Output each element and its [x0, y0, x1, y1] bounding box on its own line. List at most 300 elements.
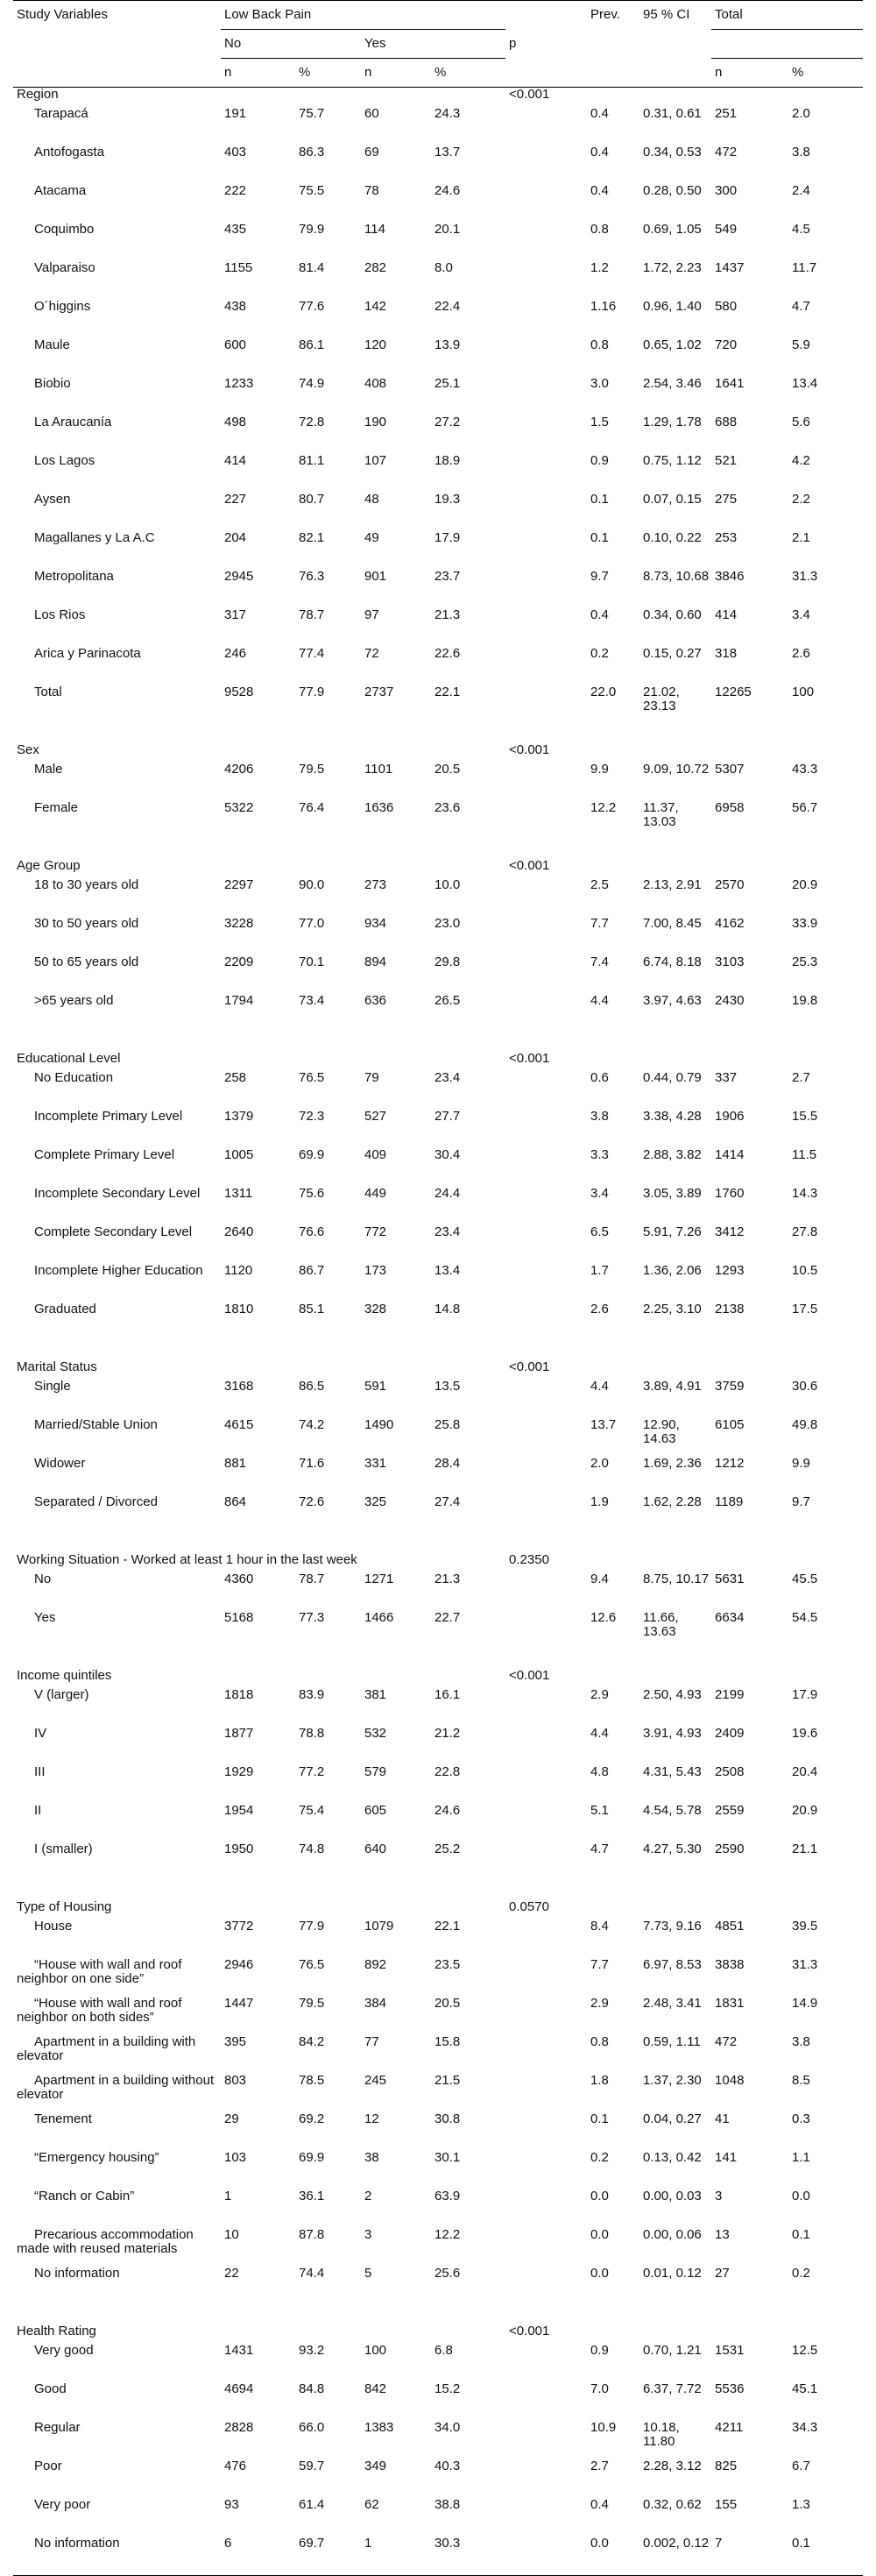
row-label: 18 to 30 years old — [34, 877, 139, 892]
no-pct-cell: 77.9 — [299, 685, 325, 699]
yes-pct-cell: 20.5 — [434, 762, 461, 777]
total-n-cell: 1760 — [715, 1186, 745, 1201]
no-n-cell: 22 — [224, 2266, 239, 2281]
ci-cell: 0.00, 0.03 — [643, 2189, 702, 2203]
yes-pct-cell: 6.8 — [434, 2343, 453, 2358]
no-pct-cell: 76.6 — [299, 1224, 325, 1239]
p-cell — [505, 1842, 587, 1881]
yes-pct-cell: 12.2 — [434, 2227, 461, 2242]
ci-cell: 3.05, 3.89 — [643, 1186, 702, 1201]
yes-n-cell: 190 — [364, 415, 387, 429]
p-cell — [505, 2537, 587, 2576]
p-cell — [505, 1110, 587, 1148]
no-n-cell: 204 — [224, 530, 247, 545]
no-n-cell: 317 — [224, 607, 247, 622]
no-pct-cell: 84.2 — [299, 2034, 325, 2049]
table-row — [13, 1457, 863, 1495]
section-title: Marital Status — [17, 1359, 97, 1374]
total-pct-cell: 11.7 — [792, 260, 817, 275]
table-row — [13, 2421, 863, 2459]
yes-pct-cell: 21.3 — [434, 1572, 461, 1586]
p-cell — [505, 1765, 587, 1804]
no-pct-cell: 83.9 — [299, 1687, 325, 1702]
prev-cell: 0.0 — [587, 2537, 639, 2576]
p-cell — [505, 454, 587, 493]
row-label: IV — [34, 1726, 47, 1741]
row-label: Incomplete Primary Level — [34, 1109, 183, 1124]
total-n-cell: 4162 — [715, 916, 745, 931]
header-blank — [13, 59, 221, 88]
yes-pct-cell: 15.2 — [434, 2381, 461, 2396]
p-cell — [505, 763, 587, 801]
ci-cell: 0.002, 0.12 — [639, 2537, 711, 2576]
no-pct-cell: 36.1 — [299, 2189, 325, 2203]
section-header-row — [13, 859, 863, 878]
p-cell — [505, 685, 587, 724]
no-pct-cell: 84.8 — [299, 2381, 325, 2396]
no-pct-cell: 77.2 — [299, 1764, 325, 1779]
ci-cell: 0.28, 0.50 — [643, 183, 702, 198]
no-n-cell: 1005 — [224, 1147, 254, 1162]
prev-cell: 4.4 — [590, 1726, 609, 1741]
section-p-value: <0.001 — [509, 858, 550, 873]
total-n-cell: 3838 — [715, 1957, 745, 1972]
prev-cell: 0.2 — [590, 2150, 609, 2165]
ci-cell: 2.28, 3.12 — [643, 2459, 702, 2473]
total-n-cell: 6634 — [715, 1610, 745, 1625]
ci-cell: 6.74, 8.18 — [643, 954, 702, 969]
table-row — [13, 1148, 863, 1187]
yes-pct-cell: 30.1 — [434, 2150, 461, 2165]
p-cell — [505, 223, 587, 261]
no-n-cell: 258 — [224, 1070, 247, 1085]
row-label: “Ranch or Cabin” — [34, 2189, 135, 2203]
yes-pct-cell: 28.4 — [434, 1456, 461, 1471]
ci-cell: 0.75, 1.12 — [643, 453, 702, 468]
total-pct-cell: 0.2 — [792, 2266, 810, 2281]
row-label: Biobio — [34, 376, 71, 391]
yes-pct-cell: 22.1 — [434, 685, 461, 699]
p-cell — [505, 531, 587, 570]
no-pct-cell: 76.5 — [299, 1070, 325, 1085]
section-blank — [587, 2324, 863, 2344]
yes-pct-cell: 23.4 — [434, 1224, 461, 1239]
total-n-cell: 1293 — [715, 1263, 745, 1278]
total-n-cell: 1048 — [715, 2073, 745, 2088]
p-cell — [505, 1958, 587, 1997]
no-n-cell: 414 — [224, 453, 247, 468]
yes-n-cell: 331 — [364, 1456, 387, 1471]
no-n-cell: 2209 — [224, 954, 254, 969]
yes-n-cell: 901 — [364, 569, 387, 584]
no-pct-cell: 72.6 — [299, 1494, 325, 1509]
header-blank — [639, 59, 711, 88]
table-row — [13, 1264, 863, 1302]
total-pct-cell: 21.1 — [792, 1842, 818, 1856]
ci-cell: 7.00, 8.45 — [643, 916, 702, 931]
p-cell — [505, 2035, 587, 2074]
no-pct-cell: 69.7 — [295, 2537, 361, 2576]
no-pct-cell: 78.7 — [299, 607, 325, 622]
no-n-cell: 864 — [224, 1494, 247, 1509]
table-row — [13, 531, 863, 570]
yes-n-cell: 894 — [364, 954, 387, 969]
prev-cell: 0.1 — [590, 2111, 609, 2126]
yes-pct-cell: 22.7 — [434, 1610, 461, 1625]
no-pct-cell: 75.6 — [299, 1186, 325, 1201]
prev-cell: 1.16 — [590, 299, 617, 314]
yes-n-cell: 273 — [364, 877, 387, 892]
total-n-cell: 2199 — [715, 1687, 745, 1702]
no-n-cell: 1311 — [224, 1186, 253, 1201]
total-n-cell: 3 — [715, 2189, 723, 2203]
study-table — [13, 0, 863, 2576]
total-pct-cell: 25.3 — [792, 954, 818, 969]
no-pct-cell: 93.2 — [299, 2343, 325, 2358]
yes-n-cell: 325 — [364, 1494, 387, 1509]
no-pct-cell: 86.5 — [299, 1379, 325, 1394]
total-pct-cell: 20.9 — [792, 877, 818, 892]
table-row — [13, 2151, 863, 2189]
ci-cell: 2.13, 2.91 — [643, 877, 702, 892]
total-n-cell: 141 — [715, 2150, 738, 2165]
p-cell — [505, 261, 587, 300]
section-p-value: <0.001 — [509, 1668, 550, 1683]
section-header-row — [13, 743, 863, 763]
total-n-cell: 720 — [715, 337, 738, 352]
total-pct-cell: 3.4 — [792, 607, 810, 622]
table-row — [13, 454, 863, 493]
no-n-cell: 1877 — [224, 1726, 254, 1741]
section-title: Health Rating — [17, 2324, 96, 2338]
table-row — [13, 1302, 863, 1341]
ci-cell: 2.48, 3.41 — [643, 1996, 702, 2011]
p-cell — [505, 1418, 587, 1457]
prev-cell: 0.8 — [590, 2034, 609, 2049]
table-row — [13, 1842, 863, 1881]
yes-pct-cell: 25.1 — [434, 376, 461, 391]
p-cell — [505, 2074, 587, 2112]
row-label: Yes — [34, 1610, 56, 1625]
yes-n-cell: 1490 — [364, 1417, 394, 1432]
yes-n-cell: 142 — [364, 299, 387, 314]
table-row — [13, 763, 863, 801]
prev-cell: 13.7 — [590, 1417, 617, 1432]
row-label: Incomplete Secondary Level — [34, 1186, 201, 1201]
section-p-value: <0.001 — [509, 2324, 550, 2338]
p-cell — [505, 917, 587, 955]
total-pct-cell: 17.5 — [792, 1302, 818, 1316]
total-n-cell: 3103 — [715, 954, 745, 969]
p-cell — [505, 1920, 587, 1958]
table-row — [13, 1380, 863, 1418]
yes-n-cell: 2 — [364, 2189, 372, 2203]
prev-cell: 1.5 — [590, 415, 609, 429]
yes-pct-cell: 27.4 — [434, 1494, 461, 1509]
p-cell — [505, 647, 587, 685]
total-pct-cell: 10.5 — [792, 1263, 818, 1278]
no-pct-cell: 70.1 — [299, 954, 325, 969]
no-n-cell: 4360 — [224, 1572, 254, 1586]
table-row — [13, 1071, 863, 1110]
prev-cell: 0.4 — [590, 106, 609, 121]
no-n-cell: 6 — [221, 2537, 295, 2576]
total-n-cell: 13 — [715, 2227, 730, 2242]
prev-cell: 0.1 — [590, 492, 609, 507]
total-n-cell: 472 — [715, 2034, 738, 2049]
section-header-row — [13, 1900, 863, 1920]
total-pct-cell: 19.6 — [792, 1726, 818, 1741]
p-cell — [505, 955, 587, 994]
row-label: Tarapacá — [34, 106, 88, 121]
yes-n-cell: 328 — [364, 1302, 387, 1316]
yes-pct-cell: 23.0 — [434, 916, 461, 931]
total-pct-cell: 4.2 — [792, 453, 810, 468]
yes-pct-cell: 18.9 — [434, 453, 461, 468]
p-cell — [505, 1457, 587, 1495]
prev-cell: 0.0 — [590, 2227, 609, 2242]
ci-cell: 3.89, 4.91 — [643, 1379, 702, 1394]
table-row — [13, 1997, 863, 2035]
yes-n-cell: 62 — [364, 2497, 379, 2512]
total-pct-cell: 45.5 — [792, 1572, 818, 1586]
row-label: O´higgins — [34, 299, 91, 314]
total-pct-cell: 2.1 — [792, 530, 810, 545]
no-pct-cell: 74.9 — [299, 376, 325, 391]
prev-cell: 10.9 — [590, 2420, 617, 2435]
total-n-cell: 580 — [715, 299, 738, 314]
yes-pct-cell: 22.1 — [434, 1919, 461, 1934]
no-pct-cell: 69.2 — [299, 2111, 325, 2126]
yes-n-cell: 1466 — [364, 1610, 394, 1625]
no-pct-cell: 76.4 — [299, 800, 325, 815]
table-row — [13, 415, 863, 454]
total-n-cell: 688 — [715, 415, 738, 429]
p-cell — [505, 1572, 587, 1611]
total-pct-cell: 1.3 — [792, 2497, 810, 2512]
yes-n-cell: 48 — [364, 492, 379, 507]
total-pct-cell: 2.7 — [792, 1070, 810, 1085]
yes-n-cell: 38 — [364, 2150, 379, 2165]
total-pct-cell: 20.4 — [792, 1764, 818, 1779]
section-header-row — [13, 1052, 863, 1071]
no-n-cell: 2945 — [224, 569, 254, 584]
prev-cell: 0.9 — [590, 453, 609, 468]
total-n-cell: 1531 — [715, 2343, 745, 2358]
yes-pct-cell: 16.1 — [434, 1687, 461, 1702]
p-cell — [505, 1225, 587, 1264]
ci-cell: 0.10, 0.22 — [643, 530, 702, 545]
no-n-cell: 881 — [224, 1456, 247, 1471]
p-cell — [505, 2344, 587, 2382]
header-blank — [587, 30, 639, 59]
yes-pct-cell: 63.9 — [434, 2189, 461, 2203]
yes-pct-cell: 22.6 — [434, 646, 461, 661]
total-pct-cell: 0.3 — [792, 2111, 810, 2126]
row-label: Separated / Divorced — [34, 1494, 158, 1509]
total-n-cell: 337 — [715, 1070, 738, 1085]
section-blank — [587, 88, 863, 108]
yes-pct-cell: 20.1 — [434, 222, 461, 237]
no-pct-cell: 77.3 — [299, 1610, 325, 1625]
gap-cell — [13, 724, 863, 743]
table-row — [13, 878, 863, 917]
total-pct-cell: 31.3 — [792, 1957, 818, 1972]
header-blank — [639, 30, 711, 59]
ci-cell: 7.73, 9.16 — [643, 1919, 702, 1934]
ci-cell: 8.75, 10.17 — [643, 1572, 710, 1586]
ci-cell: 0.65, 1.02 — [643, 337, 702, 352]
yes-n-cell: 640 — [364, 1842, 387, 1856]
total-pct-cell: 20.9 — [792, 1803, 818, 1818]
no-pct-cell: 86.1 — [299, 337, 325, 352]
row-label: I (smaller) — [34, 1842, 93, 1856]
total-n-cell: 2570 — [715, 877, 745, 892]
no-n-cell: 1155 — [224, 260, 253, 275]
no-pct-cell: 77.0 — [299, 916, 325, 931]
total-n-cell: 521 — [715, 453, 738, 468]
total-pct-cell: 39.5 — [792, 1919, 818, 1934]
total-n-cell: 5307 — [715, 762, 745, 777]
yes-pct-cell: 25.2 — [434, 1842, 461, 1856]
section-gap — [13, 724, 863, 743]
yes-n-cell: 842 — [364, 2381, 387, 2396]
row-label: Atacama — [34, 183, 87, 198]
prev-cell: 0.4 — [590, 183, 609, 198]
yes-pct-cell: 14.8 — [434, 1302, 461, 1316]
total-pct-cell: 0.1 — [788, 2537, 863, 2576]
section-p-value: <0.001 — [509, 1359, 550, 1374]
no-n-cell: 2828 — [224, 2420, 254, 2435]
gap-cell — [13, 1881, 863, 1900]
yes-n-cell: 579 — [364, 1764, 387, 1779]
yes-n-cell: 245 — [364, 2073, 387, 2088]
table-row — [13, 1572, 863, 1611]
prev-cell: 2.5 — [590, 877, 609, 892]
no-n-cell: 1120 — [224, 1263, 253, 1278]
table-row — [13, 1688, 863, 1727]
row-label: Good — [34, 2381, 67, 2396]
no-pct-cell: 82.1 — [299, 530, 325, 545]
yes-n-cell: 892 — [364, 1957, 387, 1972]
row-label: “Emergency housing” — [34, 2150, 159, 2165]
section-title: Educational Level — [17, 1051, 121, 1066]
prev-cell: 2.9 — [590, 1687, 609, 1702]
yes-n-cell: 408 — [364, 376, 387, 391]
yes-pct-cell: 23.7 — [434, 569, 461, 584]
prev-cell: 6.5 — [590, 1224, 609, 1239]
table-row — [13, 1920, 863, 1958]
ci-cell: 1.62, 2.28 — [643, 1494, 702, 1509]
prev-cell: 2.7 — [590, 2459, 609, 2473]
ci-cell: 2.50, 4.93 — [643, 1687, 702, 1702]
total-pct-cell: 54.5 — [792, 1610, 818, 1625]
total-pct-cell: 33.9 — [792, 916, 818, 931]
table-row — [13, 1225, 863, 1264]
total-pct-cell: 2.4 — [792, 183, 810, 198]
yes-n-cell: 527 — [364, 1109, 387, 1124]
yes-n-cell: 77 — [364, 2034, 379, 2049]
no-pct-cell: 77.9 — [299, 1919, 325, 1934]
ci-cell: 0.15, 0.27 — [643, 646, 702, 661]
yes-pct-cell: 38.8 — [434, 2497, 461, 2512]
total-pct-cell: 34.3 — [792, 2420, 818, 2435]
section-blank — [587, 743, 863, 763]
header-total-n: n — [711, 59, 788, 88]
header-yes-n: n — [361, 59, 431, 88]
no-pct-cell: 86.7 — [299, 1263, 325, 1278]
table-row — [13, 1611, 863, 1650]
total-pct-cell: 2.0 — [792, 106, 810, 121]
p-cell — [505, 2498, 587, 2537]
no-n-cell: 1954 — [224, 1803, 254, 1818]
total-pct-cell: 9.9 — [792, 1456, 810, 1471]
yes-n-cell: 605 — [364, 1803, 387, 1818]
yes-n-cell: 532 — [364, 1726, 387, 1741]
row-label: Total — [34, 685, 62, 699]
header-no-pct: % — [295, 59, 361, 88]
total-pct-cell: 56.7 — [792, 800, 818, 815]
total-pct-cell: 6.7 — [792, 2459, 810, 2473]
no-n-cell: 5168 — [224, 1610, 254, 1625]
p-cell — [505, 2228, 587, 2267]
p-cell — [505, 184, 587, 223]
total-n-cell: 6958 — [715, 800, 745, 815]
prev-cell: 0.9 — [590, 2343, 609, 2358]
yes-n-cell: 934 — [364, 916, 387, 931]
yes-n-cell: 114 — [364, 222, 385, 237]
section-title: Type of Housing — [17, 1899, 112, 1914]
yes-pct-cell: 17.9 — [434, 530, 461, 545]
row-label: Precarious accommodation made with reused materials — [17, 2227, 194, 2256]
yes-n-cell: 591 — [364, 1379, 387, 1394]
gap-cell — [13, 1534, 863, 1553]
no-pct-cell: 81.4 — [299, 260, 325, 275]
table-row — [13, 685, 863, 724]
total-n-cell: 1189 — [715, 1494, 744, 1509]
prev-cell: 1.7 — [590, 1263, 609, 1278]
yes-n-cell: 3 — [364, 2227, 372, 2242]
total-pct-cell: 43.3 — [792, 762, 818, 777]
yes-n-cell: 1 — [361, 2537, 431, 2576]
p-cell — [505, 801, 587, 840]
ci-cell: 1.69, 2.36 — [643, 1456, 702, 1471]
prev-cell: 8.4 — [590, 1919, 609, 1934]
gap-cell — [13, 1033, 863, 1052]
yes-pct-cell: 24.3 — [434, 106, 461, 121]
yes-pct-cell: 20.5 — [434, 1996, 461, 2011]
table-row — [13, 2035, 863, 2074]
total-n-cell: 7 — [711, 2537, 788, 2576]
row-label: “House with wall and roof neighbor on both sides” — [17, 1996, 182, 2025]
no-n-cell: 476 — [224, 2459, 247, 2473]
row-label: Apartment in a building without elevator — [17, 2073, 215, 2102]
table-row — [13, 300, 863, 338]
total-pct-cell: 5.9 — [792, 337, 810, 352]
no-n-cell: 803 — [224, 2073, 247, 2088]
no-n-cell: 1929 — [224, 1764, 254, 1779]
no-pct-cell: 81.1 — [299, 453, 325, 468]
ci-cell: 1.37, 2.30 — [643, 2073, 702, 2088]
gap-cell — [13, 1341, 863, 1360]
ci-cell: 1.36, 2.06 — [643, 1263, 702, 1278]
row-label: Single — [34, 1379, 71, 1394]
ci-cell: 2.88, 3.82 — [643, 1147, 702, 1162]
prev-cell: 3.0 — [590, 376, 609, 391]
row-label: Female — [34, 800, 79, 815]
total-pct-cell: 4.7 — [792, 299, 810, 314]
prev-cell: 0.0 — [590, 2266, 609, 2281]
